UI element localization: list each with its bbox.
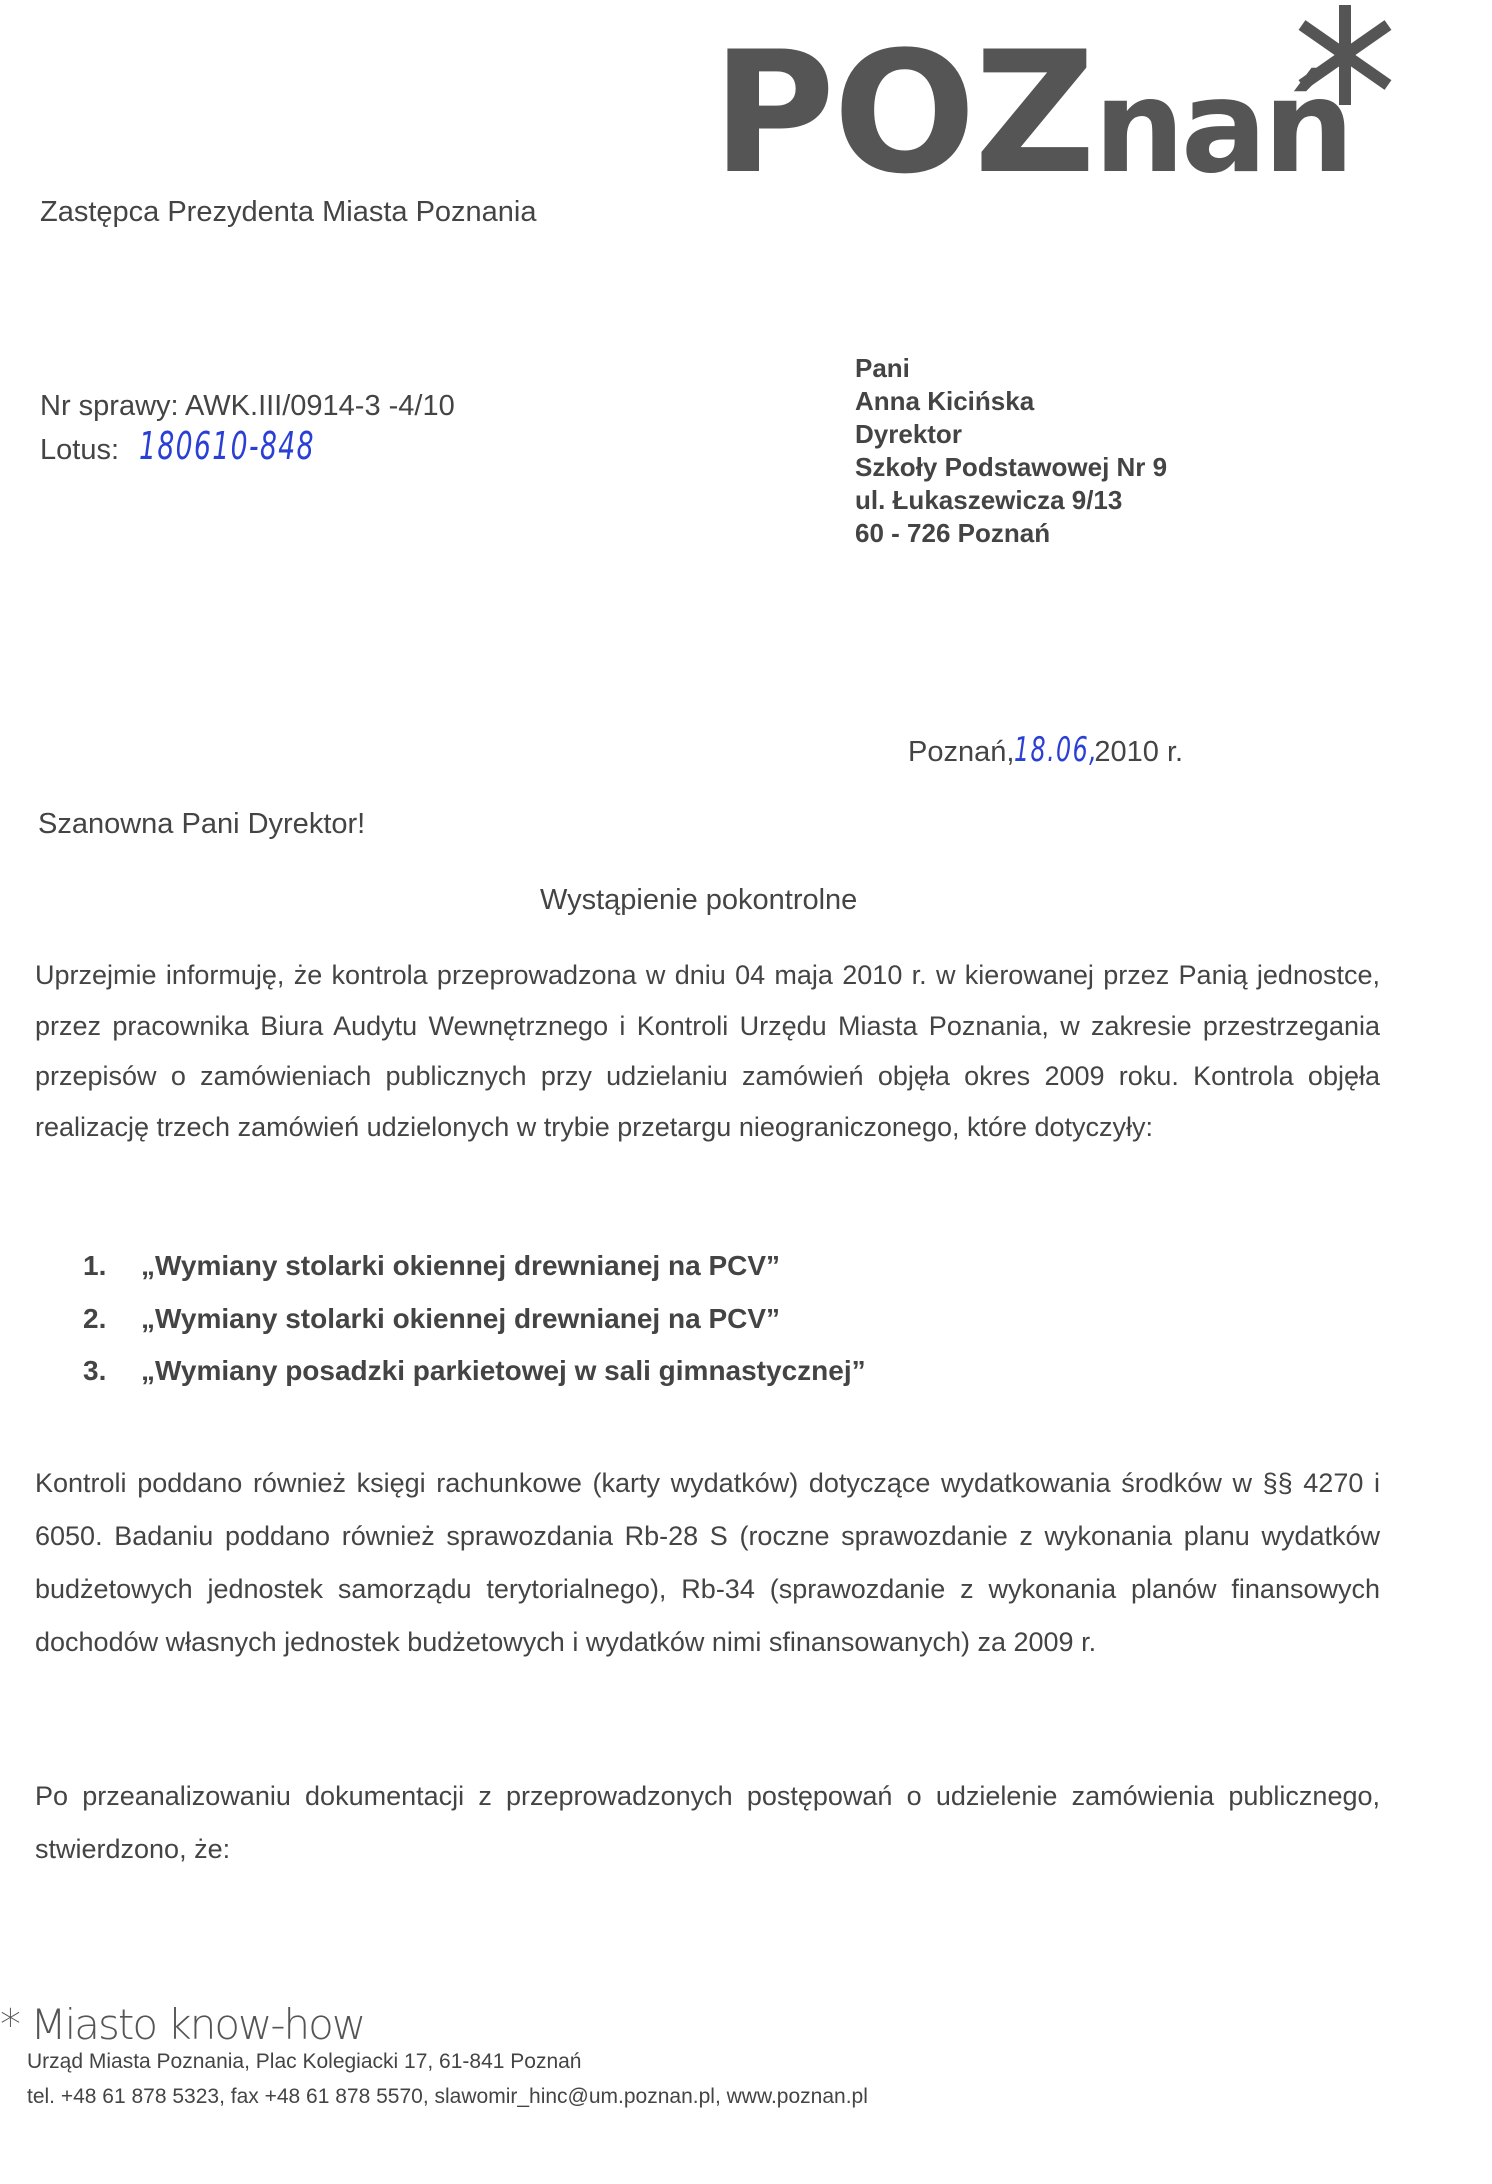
recipient-block [855, 352, 1167, 550]
list-text: „Wymiany posadzki parkietowej w sali gimnastycznej” [141, 1355, 866, 1386]
greeting: Szanowna Pani Dyrektor! [38, 808, 366, 840]
letter-title: Wystąpienie pokontrolne [540, 884, 858, 916]
list-number: 1. [83, 1250, 107, 1281]
logo-lower: nań [1093, 53, 1351, 202]
lotus-handwritten-value: 180610-848 [139, 424, 315, 468]
list-item [83, 1345, 866, 1398]
contract-list [83, 1240, 866, 1398]
poznan-logo [712, 15, 1351, 211]
recipient-line: ul. Łukaszewicza 9/13 [855, 485, 1123, 515]
paragraph-3: Po przeanalizowaniu dokumentacji z przeprowadzonych postępowań o udzielenie zamówienia publicznego, stwierdzono, że: [35, 1781, 1380, 1864]
case-number: Nr sprawy: AWK.III/0914-3 -4/10 [40, 390, 455, 422]
list-item [83, 1293, 866, 1346]
recipient-line: Szkoły Podstawowej Nr 9 [855, 452, 1168, 482]
logo-caps: POZ [712, 15, 1094, 211]
asterisk-icon [1290, 0, 1400, 110]
letter-date [908, 730, 1183, 770]
list-number: 2. [83, 1302, 107, 1334]
recipient-line: Dyrektor [855, 419, 962, 449]
list-number: 3. [83, 1355, 107, 1386]
footer-tagline: * Miasto know-how [0, 2000, 365, 2049]
list-item [83, 1240, 866, 1293]
recipient-line: Anna Kicińska [855, 386, 1035, 416]
list-text: „Wymiany stolarki okiennej drewnianej na PCV” [141, 1302, 781, 1334]
paragraph-1: Uprzejmie informuję, że kontrola przeprowadzona w dniu 04 maja 2010 r. w kierowanej przez Panią jednostce, przez pracownika Biura Audytu Wewnętrznego i Kontroli Urzędu Miasta Poznania, w zakresie przestrzegania przepisów o zamówieniach publicznych przy udzielaniu zamówień objęła okres 2009 roku. Kontrola objęła realizację trzech zamówień udzielonych w trybie przetargu nieograniczonego, które dotyczyły: [35, 960, 1380, 1142]
date-city: Poznań, [908, 736, 1015, 768]
lotus-label: Lotus: [40, 434, 119, 466]
recipient-line: 60 - 726 Poznań [855, 518, 1051, 548]
footer-address: Urząd Miasta Poznania, Plac Kolegiacki 17, 61-841 Poznań [27, 2050, 582, 2073]
lotus-line [40, 424, 390, 468]
sender-title: Zastępca Prezydenta Miasta Poznania [40, 196, 537, 228]
list-text: „Wymiany stolarki okiennej drewnianej na PCV” [141, 1250, 781, 1281]
date-year: 2010 r. [1094, 736, 1184, 768]
recipient-line: Pani [855, 353, 910, 383]
footer-contact: tel. +48 61 878 5323, fax +48 61 878 5570, slawomir_hinc@um.poznan.pl, www.poznan.pl [27, 2085, 868, 2108]
date-handwritten: 18.06, [1014, 730, 1099, 770]
paragraph-2: Kontroli poddano również księgi rachunkowe (karty wydatków) dotyczące wydatkowania środków w §§ 4270 i 6050. Badaniu poddano również sprawozdania Rb-28 S (roczne sprawozdanie z wykonania planu wydatków budżetowych jednostek samorządu terytorialnego), Rb-34 (sprawozdanie z wykonania planów finansowych dochodów własnych jednostek budżetowych i wydatków nimi sfinansowanych) za 2009 r. [35, 1468, 1380, 1657]
